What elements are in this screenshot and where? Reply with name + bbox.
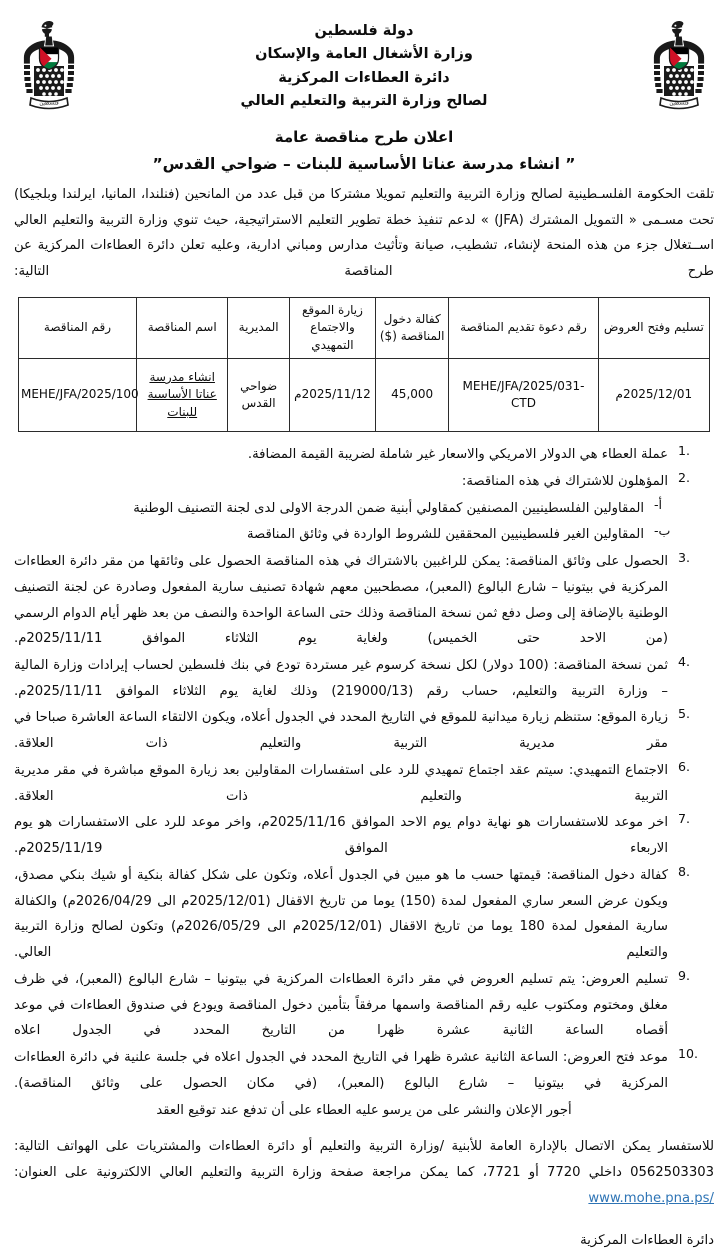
clause-subitem [14, 522, 714, 548]
clause-marker: .6 [678, 758, 691, 774]
clause-marker: .1 [678, 443, 691, 459]
th-directorate: المديرية [228, 297, 289, 358]
tender-details-table [18, 297, 710, 432]
clause-item [14, 705, 714, 756]
org-line-dept: دائرة العطاءات المركزية [278, 69, 450, 86]
announcement-title: اعلان طرح مناقصة عامة [274, 128, 454, 146]
clause-item [14, 1045, 714, 1096]
clause-text: عملة العطاء هي الدولار الامريكي والاسعار غير شاملة لضريبة القيمة المضافة. [247, 447, 668, 463]
clause-text: تسليم العروض: يتم تسليم العروض في مقر دائرة العطاءات المركزية في بيتونيا – شارع البالوع (المعبر)، في ظرف مغلق ومختوم ومكتوب عليه رقم المناقصة واسمها مرفقاً بتأمين دخول المناقصة ويودع في صندوق العطاءات في موعد أقصاه الساعة الثانية عشرة ظهرا من التاريخ المحدد في الجدول اعلاه [14, 971, 668, 1039]
cell-tender-name: انشاء مدرسة عناتا الأساسية للبنات [136, 359, 228, 432]
table-body [19, 359, 710, 432]
clause-item [14, 549, 714, 652]
palestinian-coat-of-arms-icon [18, 18, 80, 114]
clause-item [14, 469, 714, 495]
clause-text: كفالة دخول المناقصة: قيمتها حسب ما هو مبين في الجدول أعلاه، وتكون على شكل كفالة بنكية أو شيك بنكي مصدق، ويكون عرض السعر ساري المفعول لمدة (150) يوما من تاريخ الاقفال (2025/12/01م الى 2026/04/29م) والكفالة سارية المفعول لمدة 180 يوما من تاريخ الاقفال (2025/12/01م الى 2026/05/29م) وتكون لصالح وزارة التربية والتعليم العالي. [14, 867, 668, 961]
clause-marker: .9 [678, 967, 691, 983]
clause-text: المقاولين الغير فلسطينيين المحققين للشروط الواردة في وثائق المناقصة [246, 527, 644, 543]
clause-marker: .7 [678, 811, 691, 827]
clause-marker: .10 [678, 1046, 699, 1061]
clause-marker: أ- [654, 496, 663, 512]
th-tender-name: اسم المناقصة [136, 297, 228, 358]
cell-bid-bond: 45,000 [376, 359, 449, 432]
clause-item [14, 653, 714, 704]
organization-heading [14, 10, 714, 114]
contact-block [14, 1134, 714, 1211]
clause-item [14, 967, 714, 1044]
clause-item [14, 758, 714, 809]
th-site-visit: زيارة الموقع والاجتماع التمهيدي [289, 297, 375, 358]
intro-paragraph-block [14, 182, 714, 285]
clause-text: الاجتماع التمهيدي: سيتم عقد اجتماع تمهيدي للرد على استفسارات المقاولين بعد زيارة الموقع مباشرة في مقر مديرية التربية والتعليم ذات العلاقة. [14, 762, 668, 804]
clause-item [14, 442, 714, 468]
th-invitation-number: رقم دعوة تقديم المناقصة [449, 297, 598, 358]
palestinian-coat-of-arms-icon [648, 18, 710, 114]
clause-text: المؤهلون للاشتراك في هذه المناقصة: [461, 473, 668, 489]
contact-paragraph: للاستفسار يمكن الاتصال بالإدارة العامة للأبنية /وزارة التربية والتعليم أو دائرة العطاءات والمشتريات على الهواتف التالية: 0562503303 داخلي 7720 أو 7721، كما يمكن مراجعة صفحة وزارة التربية والتعليم العالي الالكترونية على العنوان: [14, 1139, 714, 1180]
advertising-fees-note: أجور الإعلان والنشر على من يرسو عليه العطاء على أن تدفع عند توقيع العقد [156, 1103, 572, 1119]
clause-marker: .4 [678, 653, 691, 669]
clause-text: اخر موعد للاستفسارات هو نهاية دوام يوم الاحد الموافق 2025/11/16م، واخر موعد للرد على الاستفسارات هو يوم الاربعاء الموافق 2025/11/19م. [14, 815, 668, 857]
clause-text: زيارة الموقع: ستنظم زيارة ميدانية للموقع في التاريخ المحدد في الجدول أعلاه، ويكون الالتقاء الساعة العاشرة صباحا في مقر مديرية التربية والتعليم ذات العلاقة. [14, 710, 668, 752]
intro-paragraph: تلقت الحكومة الفلسـطينية لصالح وزارة التربية والتعليم تمويلا مشتركا من قبل عدد من المانحين (فنلندا، المانيا، ايرلندا وبلجيكا) تحت مسـمى « التمويل المشترك (JFA) » لدعم تنفيذ خطة تطوير التعليم الاستراتيجية، حيث تنوي وزارة التربية والتعليم العالي اســتغلال جزء من هذه المنحة لإنشاء، تشطيب، صيانة وتأثيث مدارس ومباني ادارية، وعليه تعلن دائرة العطاءات المركزية عن طرح المناقصة التالية: [14, 187, 714, 280]
th-delivery-opening: تسليم وفتح العروض [598, 297, 709, 358]
clause-text: المقاولين الفلسطينيين المصنفين كمقاولي أبنية ضمن الدرجة الاولى لدى لجنة التصنيف الوطنية [133, 500, 644, 516]
table-header-row-group [19, 297, 710, 358]
th-tender-number: رقم المناقصة [19, 297, 137, 358]
clause-marker: .2 [678, 469, 691, 485]
cell-site-visit: 2025/11/12م [289, 359, 375, 432]
conditions-list [14, 442, 714, 1096]
tender-project-title: ” انشاء مدرسة عناتا الأساسية للبنات – ضواحي القدس” [152, 155, 576, 173]
svg-text:فلسطين: فلسطين [39, 100, 59, 107]
cell-tender-number: MEHE/JFA/2025/100 [19, 359, 137, 432]
org-line-state: دولة فلسطين [314, 23, 414, 39]
document-header [14, 10, 714, 122]
org-line-behalf: لصالح وزارة التربية والتعليم العالي [240, 93, 488, 110]
clause-marker: ب- [654, 523, 671, 539]
tender-table-container [14, 297, 714, 432]
clause-subitem [14, 496, 714, 522]
clause-item [14, 863, 714, 966]
svg-text:فلسطين: فلسطين [669, 100, 689, 107]
th-bid-bond: كفالة دخول المناقصة ($) [376, 297, 449, 358]
clause-marker: .3 [678, 550, 691, 566]
clause-text: موعد فتح العروض: الساعة الثانية عشرة ظهرا في التاريخ المحدد في الجدول اعلاه في جلسة علنية في دائرة العطاءات المركزية في بيتونيا – شارع البالوع (المعبر)، (في مكان الحصول على وثائق المناقصة). [14, 1050, 668, 1091]
clause-marker: .8 [678, 863, 691, 879]
cell-invitation-number: MEHE/JFA/2025/031-CTD [449, 359, 598, 432]
clause-text: الحصول على وثائق المناقصة: يمكن للراغبين بالاشتراك في هذه المناقصة الحصول على وثائقها من مقر دائرة العطاءات المركزية في بيتونيا – شارع البالوع (المعبر)، مصطحبين معهم شهادة تصنيف سارية المفعول وصادرة عن لجنة التصنيف الوطنية بالإضافة إلى وصل دفع ثمن نسخة المناقصة وذلك حتى الساعة الواحدة والنصف من بعد ظهر أيام الدوام الرسمي (من الاحد حتى الخميس) ولغاية يوم الثلاثاء الموافق 2025/11/11م. [14, 554, 668, 647]
signature-department: دائرة العطاءات المركزية [580, 1233, 714, 1248]
table-row [19, 359, 710, 432]
clause-text: ثمن نسخة المناقصة: (100 دولار) لكل نسخة كرسوم غير مستردة تودع في بنك فلسطين لحساب إيرادات وزارة المالية – وزارة التربية والتعليم، حساب رقم (219000/13) وذلك لغاية يوم الثلاثاء الموافق 2025/11/11م. [14, 657, 668, 699]
cell-directorate: ضواحي القدس [228, 359, 289, 432]
org-line-ministry: وزارة الأشغال العامة والإسكان [255, 46, 473, 63]
mohe-website-link[interactable]: www.mohe.pna.ps/ [588, 1190, 714, 1206]
clause-marker: .5 [678, 706, 691, 722]
clause-item [14, 810, 714, 861]
website-line [14, 1186, 714, 1212]
table-header-row [19, 297, 710, 358]
cell-delivery-opening: 2025/12/01م [598, 359, 709, 432]
